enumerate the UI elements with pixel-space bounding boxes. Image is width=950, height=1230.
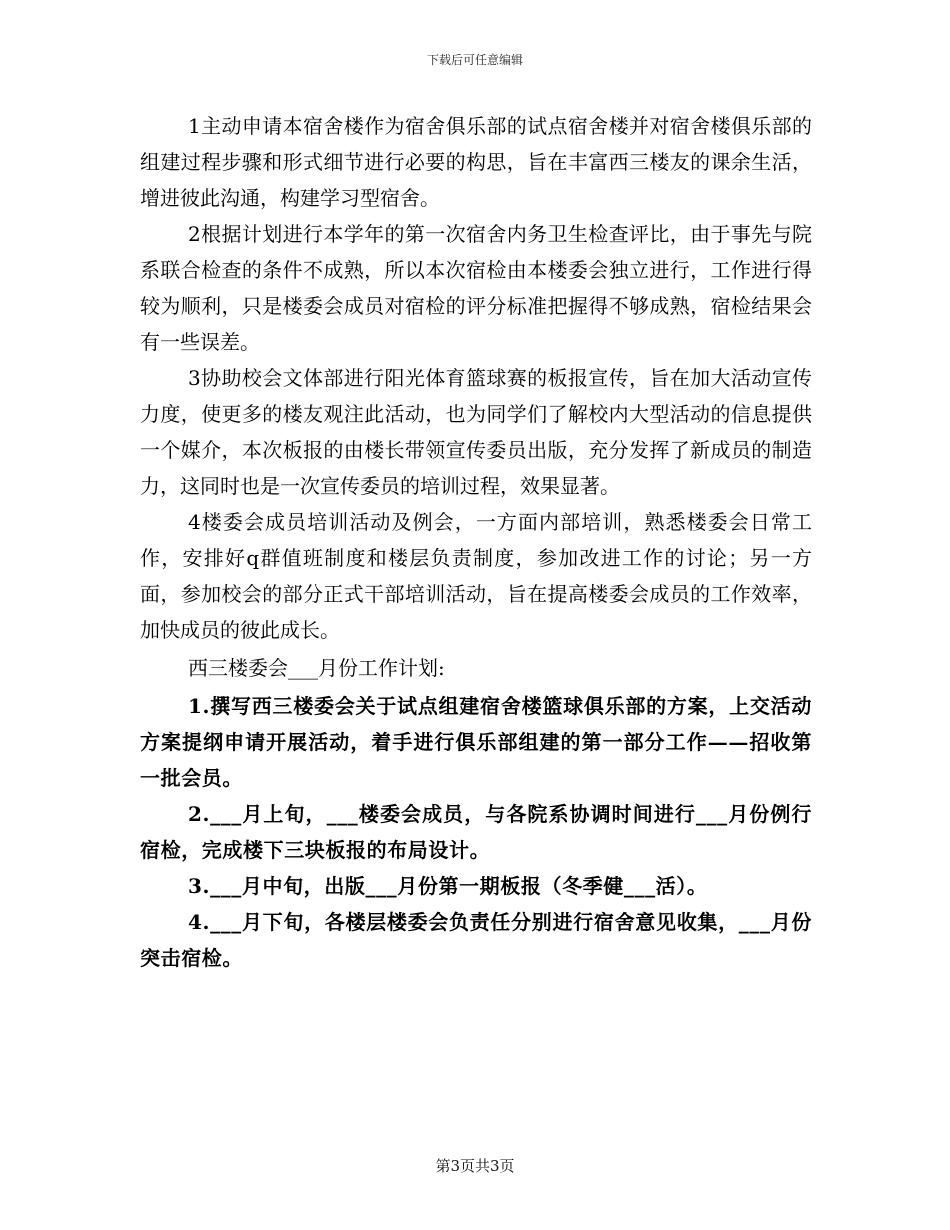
paragraph-2: 2根据计划进行本学年的第一次宿舍内务卫生检查评比，由于事先与院系联合检查的条件不成熟，所以本次宿检由本楼委会独立进行，工作进行得较为顺利，只是楼委会成员对宿检的评分标准把握得不够成熟，宿检结果会有一些误差。 — [140, 222, 812, 354]
paragraph-4: 4楼委会成员培训活动及例会，一方面内部培训，熟悉楼委会日常工作，安排好q群值班制度和楼层负责制度，参加改进工作的讨论；另一方面，参加校会的部分正式干部培训活动，旨在提高楼委会成员的工作效率，加快成员的彼此成长。 — [140, 510, 812, 642]
paragraph-1: 1主动申请本宿舍楼作为宿舍俱乐部的试点宿舍楼并对宿舍楼俱乐部的组建过程步骤和形式细节进行必要的构思，旨在丰富西三楼友的课余生活，增进彼此沟通，构建学习型宿舍。 — [140, 114, 812, 210]
plan-item-1: 1.撰写西三楼委会关于试点组建宿舍楼篮球俱乐部的方案，上交活动方案提纲申请开展活动，着手进行俱乐部组建的第一部分工作——招收第一批会员。 — [140, 694, 812, 790]
document-body — [140, 108, 812, 976]
plan-heading: 西三楼委会___月份工作计划: — [188, 656, 445, 680]
header-note: 下载后可任意编辑 — [426, 53, 523, 67]
plan-item-2: 2.___月上旬，___楼委会成员，与各院系协调时间进行___月份例行宿检，完成楼下三块板报的布局设计。 — [140, 802, 812, 862]
plan-list — [140, 688, 812, 976]
paragraph-3: 3协助校会文体部进行阳光体育篮球赛的板报宣传，旨在加大活动宣传力度，使更多的楼友观注此活动，也为同学们了解校内大型活动的信息提供一个媒介，本次板报的由楼长带领宣传委员出版，充分发挥了新成员的制造力，这同时也是一次宣传委员的培训过程，效果显著。 — [140, 366, 812, 498]
plan-item-3: 3.___月中旬，出版___月份第一期板报（冬季健___活）。 — [188, 874, 708, 898]
page-number: 第3页共3页 — [435, 1157, 515, 1175]
plan-item-4: 4.___月下旬，各楼层楼委会负责任分别进行宿舍意见收集，___月份突击宿检。 — [140, 910, 812, 970]
